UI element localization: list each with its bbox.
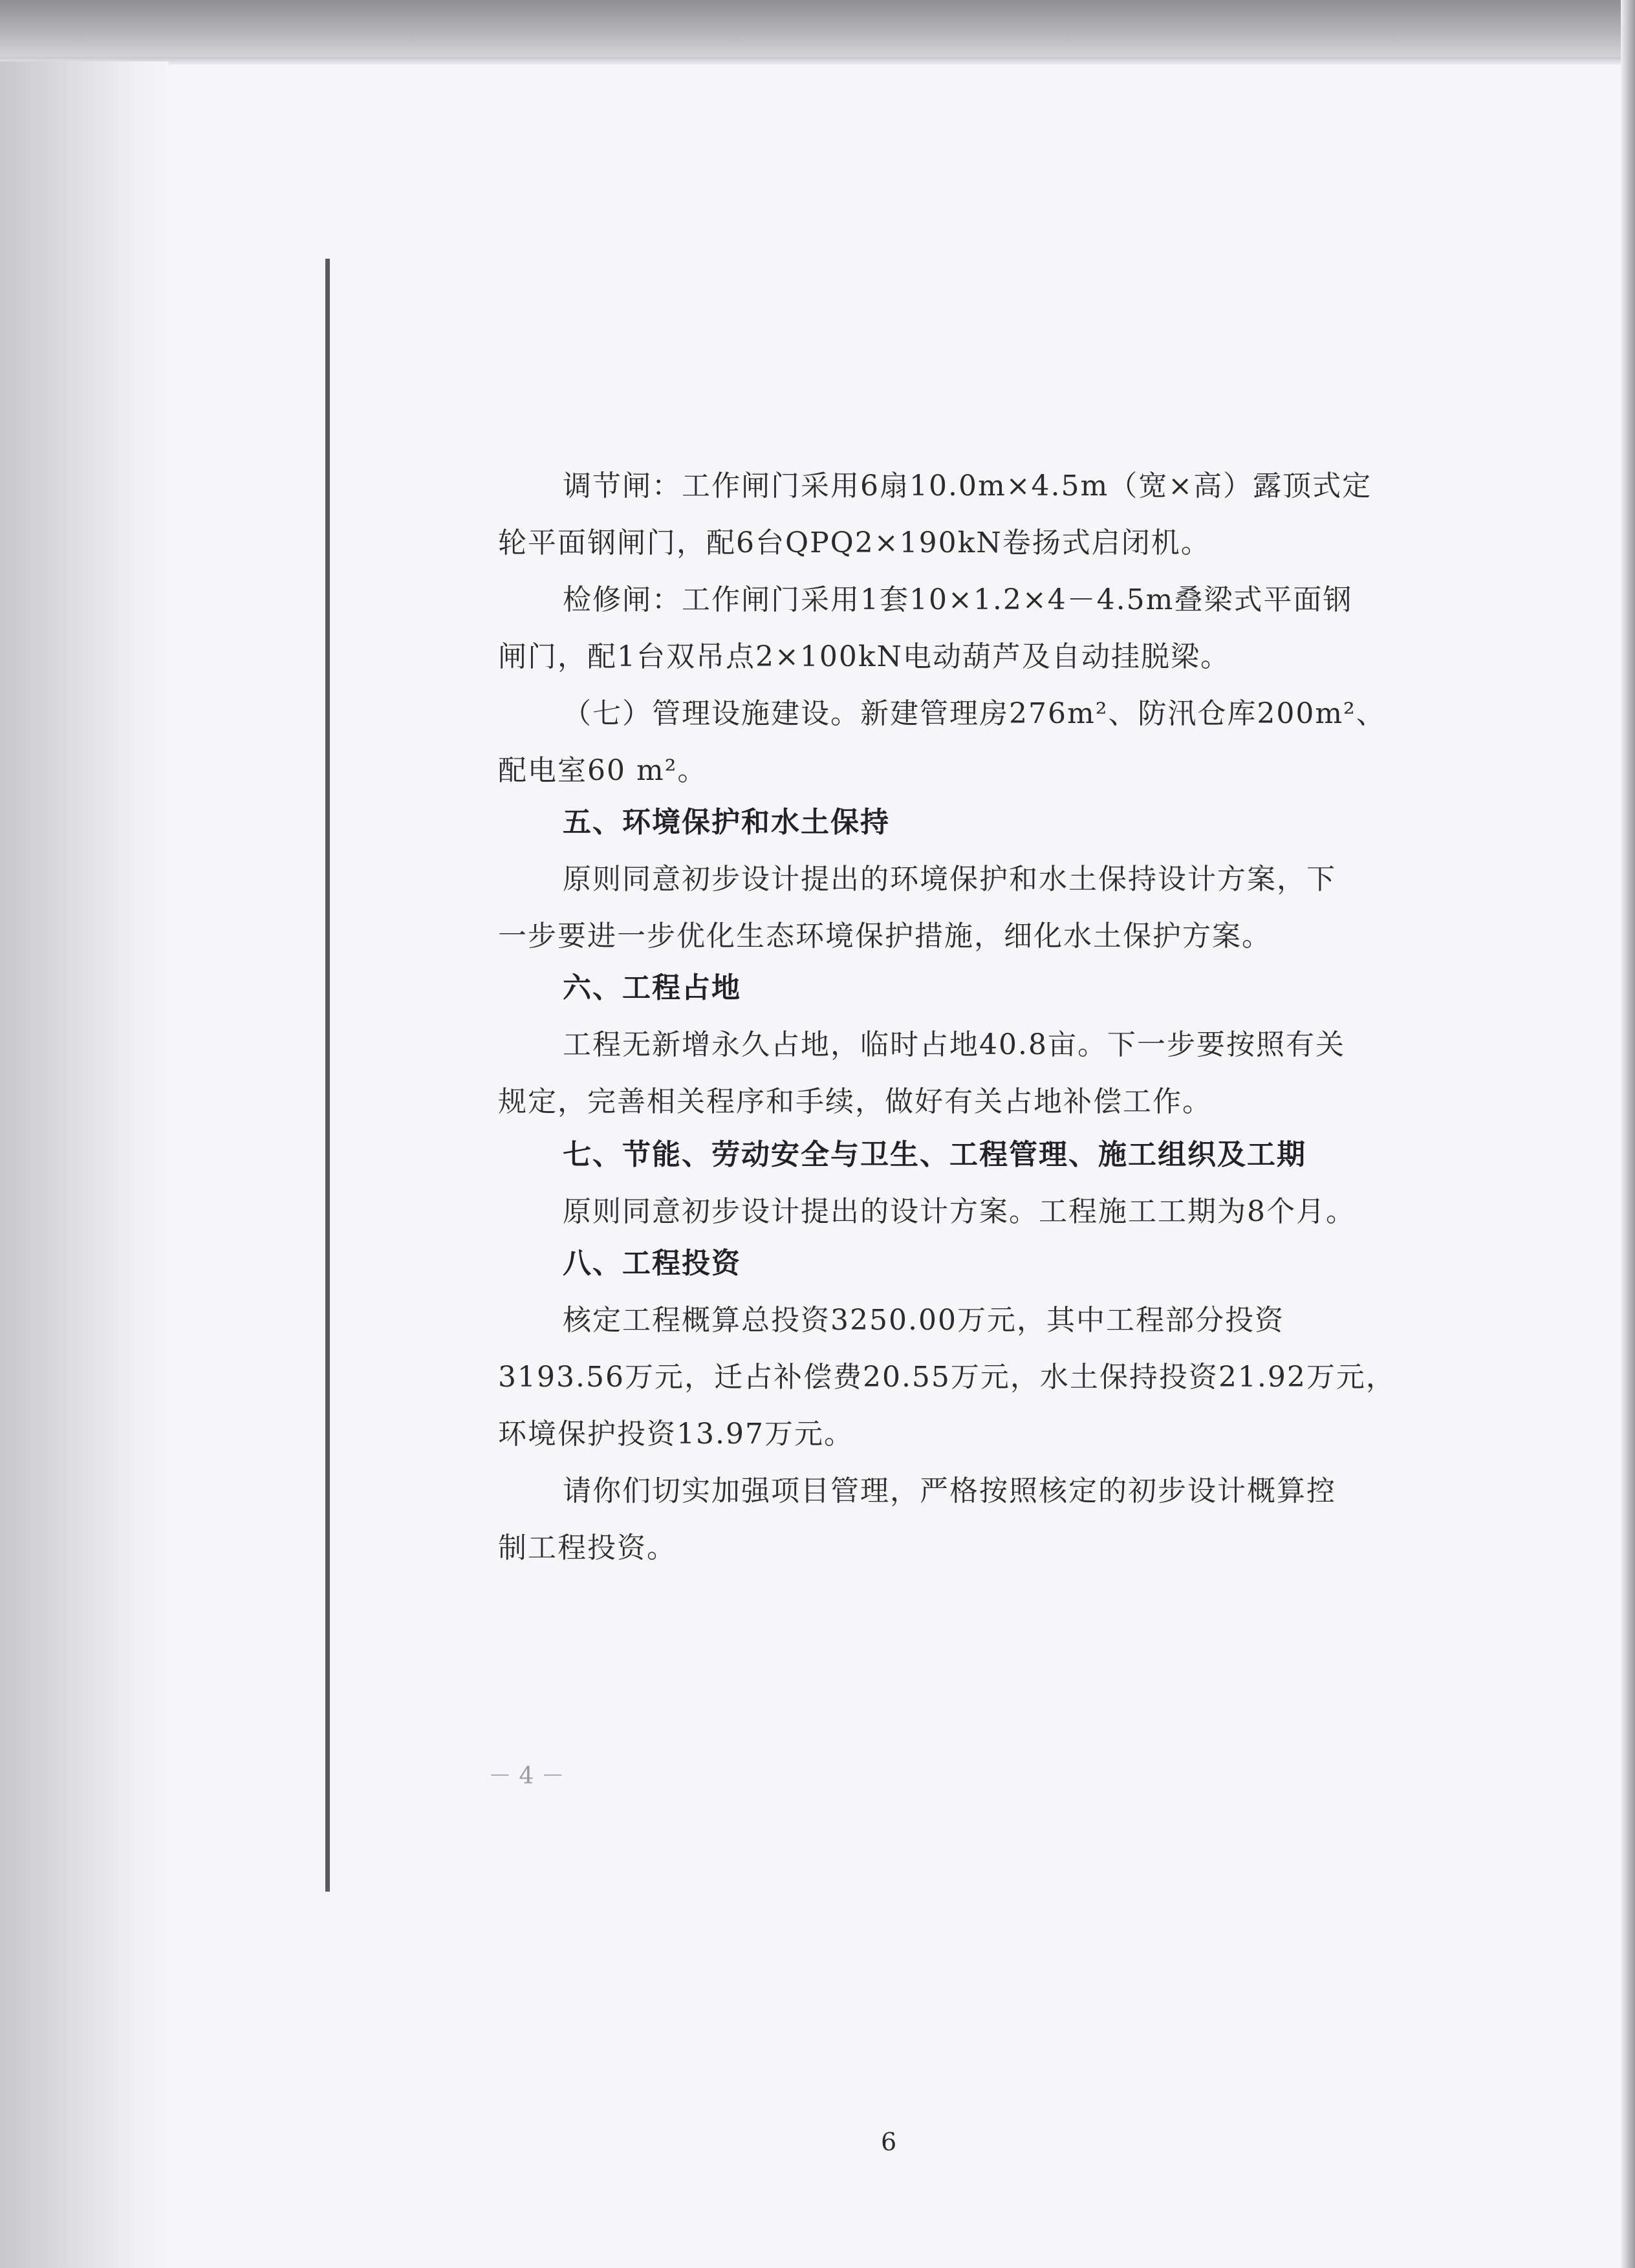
section-heading-7: 七、节能、劳动安全与卫生、工程管理、施工组织及工期 (563, 1138, 1306, 1171)
text-line: 原则同意初步设计提出的环境保护和水土保持设计方案，下 (563, 863, 1336, 896)
text-line: 请你们切实加强项目管理，严格按照核定的初步设计概算控 (563, 1474, 1336, 1507)
text-line: 工程无新增永久占地，临时占地40.8亩。下一步要按照有关 (563, 1028, 1345, 1061)
text-line: 检修闸：工作闸门采用1套10×1.2×4－4.5m叠梁式平面钢 (563, 583, 1353, 616)
section-heading-8: 八、工程投资 (563, 1247, 741, 1280)
text-line: 核定工程概算总投资3250.00万元，其中工程部分投资 (563, 1304, 1284, 1337)
text-line: 闸门，配1台双吊点2×100kN电动葫芦及自动挂脱梁。 (498, 640, 1230, 673)
inner-page-number: － 4 － (488, 1763, 565, 1789)
text-line: 轮平面钢闸门，配6台QPQ2×190kN卷扬式启闭机。 (498, 526, 1211, 559)
text-line: （七）管理设施建设。新建管理房276m²、防汛仓库200m²、 (563, 697, 1386, 730)
text-line: 3193.56万元，迁占补偿费20.55万元，水土保持投资21.92万元， (498, 1361, 1396, 1394)
section-heading-6: 六、工程占地 (563, 971, 741, 1004)
text-line: 原则同意初步设计提出的设计方案。工程施工工期为8个月。 (563, 1195, 1356, 1228)
text-line: 制工程投资。 (498, 1531, 677, 1564)
page-number: 6 (881, 2128, 897, 2156)
text-line: 环境保护投资13.97万元。 (498, 1418, 854, 1451)
text-line: 一步要进一步优化生态环境保护措施，细化水土保护方案。 (498, 920, 1272, 953)
text-line: 规定，完善相关程序和手续，做好有关占地补偿工作。 (498, 1085, 1212, 1118)
text-line: 配电室60 m²。 (498, 754, 708, 787)
section-heading-5: 五、环境保护和水土保持 (563, 806, 890, 839)
text-line: 调节闸：工作闸门采用6扇10.0m×4.5m（宽×高）露顶式定 (563, 470, 1372, 502)
